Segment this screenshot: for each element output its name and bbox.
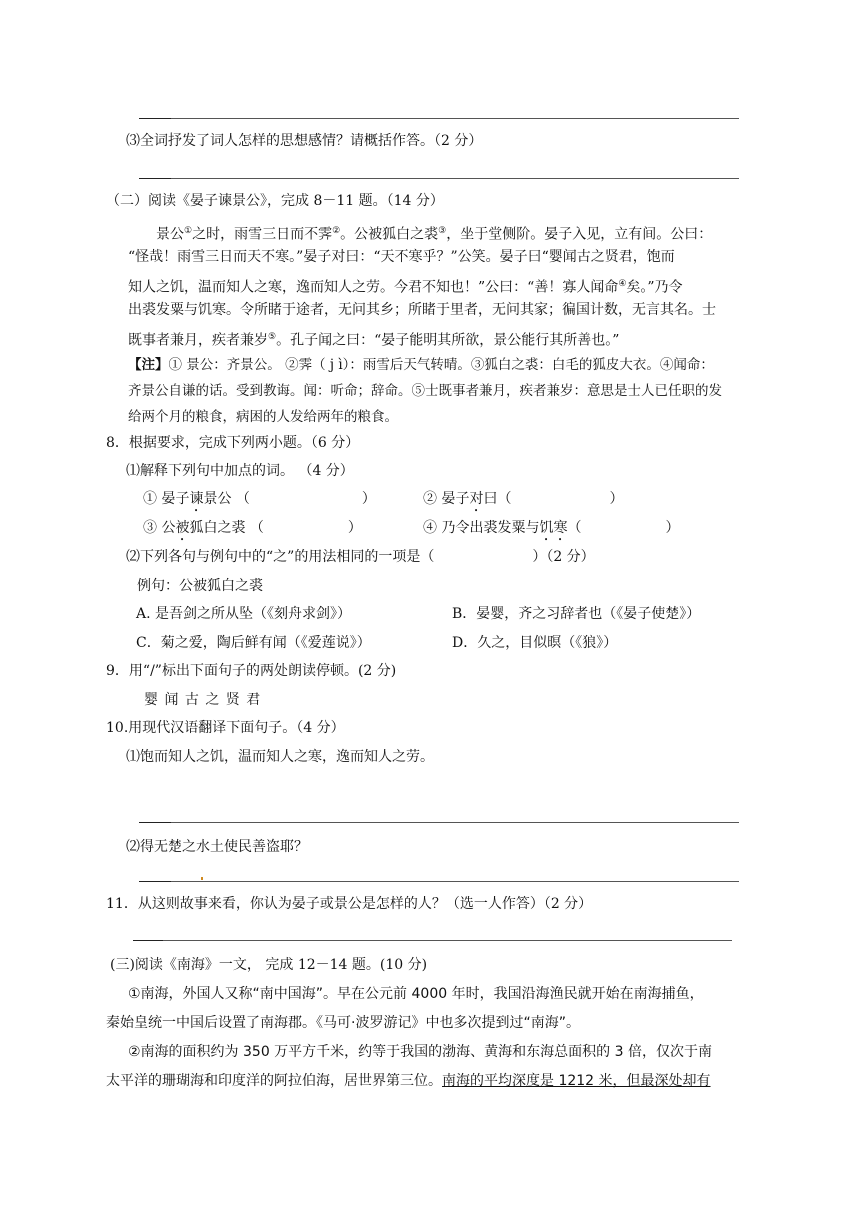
passage-line-4: 出裘发粟与饥寒。令所睹于途者，无问其乡；所睹于里者，无问其家；徧国计数，无言其名。士: [128, 302, 716, 318]
answer-line-stub: [139, 178, 171, 179]
dotted-word: 对: [469, 491, 484, 507]
q8-stem: 8．根据要求，完成下列两小题。（6 分）: [106, 435, 360, 451]
footnote-marker: ③: [438, 226, 447, 236]
stray-mark: [201, 877, 203, 880]
passage3-text: 太平洋的珊瑚海和印度洋的阿拉伯海，居世界第三位。: [106, 1073, 442, 1089]
item-text: 景公: [203, 491, 232, 507]
item-number: ③: [143, 520, 157, 536]
passage3-line-4: [106, 1071, 711, 1091]
q8-sub1: ⑴解释下列句中加点的词。 （4 分）: [126, 463, 354, 479]
answer-blank[interactable]: （ ）: [567, 520, 680, 536]
dotted-word: 谏: [189, 491, 204, 507]
q8-item-4: [423, 518, 679, 544]
q11-stem: 11．从这则故事来看，你认为晏子或景公是怎样的人？（选一人作答）（2 分）: [106, 896, 593, 912]
q8-option-d[interactable]: D．久之，目似暝（《狼》）: [452, 635, 618, 651]
item-number: ④: [423, 520, 437, 536]
section3-heading: (三)阅读《南海》一文， 完成 12－14 题。(10 分): [110, 957, 428, 973]
passage3-line-1: ①南海，外国人又称“南中国海”。早在公元前 4000 年时，我国沿海渔民就开始在南海捕鱼，: [128, 986, 704, 1002]
answer-line[interactable]: [171, 881, 739, 882]
q10-stem: 10.用现代汉语翻译下面句子。（4 分）: [106, 720, 345, 736]
notes-line-2: 齐景公自谦的话。受到教诲。闻：听命；辞命。⑤士既事者兼月，疾者兼岁：意思是士人已任职的发: [128, 383, 722, 399]
item-number: ②: [423, 491, 437, 507]
passage-line-2: “怪哉！雨雪三日而天不寒。”晏子对曰：“天不寒乎？”公笑。晏子曰“婴闻古之贤君，饱而: [128, 249, 675, 265]
passage-text: 矣。”乃令: [626, 279, 683, 296]
underlined-sentence: 南海的平均深度是 1212 米，但最深处却有: [442, 1073, 711, 1089]
item-text: 狐白之裘: [189, 520, 246, 536]
q8-sub2: ⑵下列各句与例句中的“之”的用法相同的一项是（ ）（2 分）: [126, 549, 595, 565]
answer-line-stub: [139, 822, 171, 823]
q8-item-3: [143, 518, 362, 544]
notes-line-1: [128, 355, 714, 375]
passage-text: ，坐于堂侧阶。晏子入见，立有间。公曰：: [446, 226, 713, 243]
q8-option-c[interactable]: C．菊之爱，陶后鲜有闻（《爱莲说》）: [136, 635, 371, 651]
passage-text: 之时，雨雪三日而不霁: [192, 226, 333, 243]
dotted-word: 饥寒: [539, 520, 568, 536]
answer-line[interactable]: [163, 940, 732, 941]
q9-stem: 9．用“/”标出下面句子的两处朗读停顿。(2 分): [106, 663, 397, 679]
section2-heading: （二）阅读《晏子谏景公》，完成 8－11 题。（14 分）: [106, 193, 444, 209]
notes-text: ① 景公：齐景公。 ②霁（ j ì）：雨雪后天气转晴。③狐白之裘：白毛的狐皮大衣。④闻命：: [168, 357, 714, 373]
q8-example: 例句：公被狐白之裘: [137, 578, 263, 594]
item-text: 乃令出裘发粟与: [441, 520, 540, 536]
answer-line-stub: [139, 881, 171, 882]
q8-item-2: [423, 489, 623, 515]
answer-line-stub: [139, 118, 171, 119]
footnote-marker: ②: [332, 226, 341, 236]
passage-text: 。公被狐白之裘: [340, 226, 439, 243]
passage3-line-3: ②南海的面积约为 350 万平方千米，约等于我国的渤海、黄海和东海总面积的 3 倍，仅次于南: [128, 1044, 712, 1060]
notes-line-3: 给两个月的粮食，病困的人发给两年的粮食。: [128, 409, 398, 425]
q10-sub2: ⑵得无楚之水土使民善盗耶？: [126, 839, 308, 855]
passage-text: 。孔子闻之曰：“晏子能明其所欲，景公能行其所善也。”: [276, 332, 620, 349]
q7-sub3: ⑶全词抒发了词人怎样的思想感情？请概括作答。（2 分）: [126, 133, 483, 149]
passage-text: 知人之饥，温而知人之寒，逸而知人之劳。今君不知也！”公曰：“善！寡人闻命: [128, 279, 619, 296]
q10-sub1: ⑴饱而知人之饥，温而知人之寒，逸而知人之劳。: [126, 749, 434, 765]
item-text: 曰: [483, 491, 498, 507]
passage-line-5: [128, 327, 619, 351]
answer-line[interactable]: [171, 178, 739, 179]
q8-item-1: [143, 489, 376, 515]
q8-option-b[interactable]: B．晏婴，齐之习辞者也（《晏子使楚》）: [452, 606, 701, 622]
dotted-word: 被: [175, 520, 190, 536]
item-text: 晏子: [161, 491, 190, 507]
answer-blank[interactable]: （ ）: [497, 491, 624, 507]
passage-text: 既事者兼月，疾者兼岁: [128, 332, 268, 349]
answer-line-stub: [133, 940, 163, 941]
q8-option-a[interactable]: A. 是吾剑之所从坠（《刻舟求剑》）: [136, 606, 352, 622]
footnote-marker: ①: [184, 226, 193, 236]
q9-sentence[interactable]: 婴 闻 古 之 贤 君: [144, 692, 262, 708]
passage-line-3: [128, 274, 683, 298]
passage3-line-2: 秦始皇统一中国后设置了南海郡。《马可·波罗游记》中也多次提到过“南海”。: [106, 1015, 580, 1031]
passage-text: 景公: [156, 226, 184, 243]
notes-label: 【注】: [128, 357, 169, 373]
item-text: 晏子: [441, 491, 470, 507]
answer-blank[interactable]: （ ）: [235, 491, 376, 507]
item-text: 公: [161, 520, 176, 536]
answer-blank[interactable]: （ ）: [249, 520, 362, 536]
passage-line-1: [156, 221, 712, 245]
footnote-marker: ④: [618, 279, 627, 289]
footnote-marker: ⑤: [268, 332, 277, 342]
answer-line[interactable]: [171, 822, 739, 823]
item-number: ①: [143, 491, 157, 507]
answer-line[interactable]: [171, 118, 739, 119]
